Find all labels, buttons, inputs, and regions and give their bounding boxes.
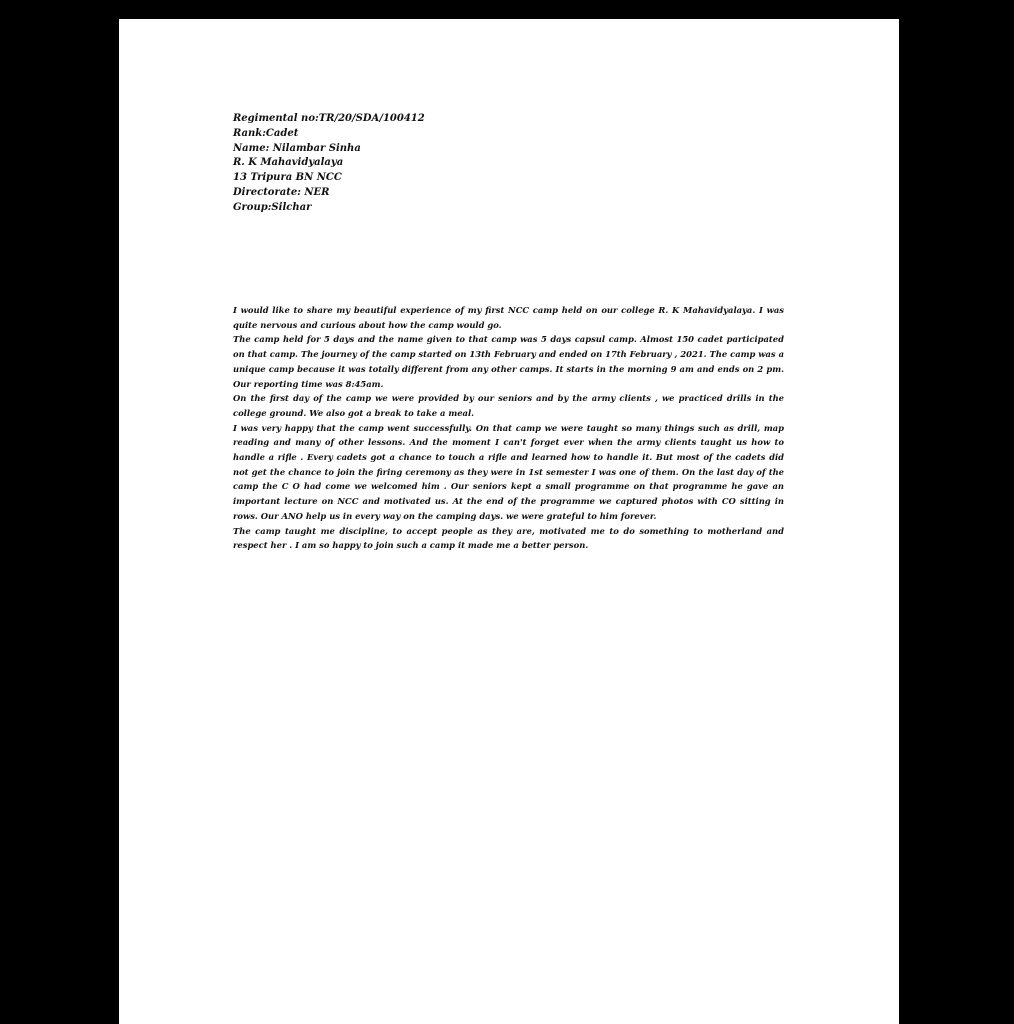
- rank: Rank:Cadet: [233, 127, 299, 139]
- cadet-details: [233, 112, 425, 216]
- document-page: [119, 19, 899, 1024]
- cadet-name: Name: Nilambar Sinha: [233, 142, 361, 154]
- college-name: R. K Mahavidyalaya: [233, 157, 344, 169]
- regimental-number: Regimental no:TR/20/SDA/100412: [233, 113, 425, 124]
- paragraph-intro: I would like to share my beautiful experience of my first NCC camp held on our college R. K Mahavidyalaya. I was quite nervous and curious about how the camp would go.: [233, 305, 784, 330]
- paragraph-lessons: I was very happy that the camp went successfully. On that camp we were taught so many things such as drill, map reading and many of other lessons. And the moment I can't forget ever when the army clients taught us how to handle a rifle . Every cadets got a chance to touch a rifle and learned how to handle it. But most of the cadets did not get the chance to join the firing ceremony as they were in 1st semester I was one of them. On the last day of the camp the C O had come we welcomed him . Our seniors kept a small programme on that programme he gave an important lecture on NCC and motivated us. At the end of the programme we captured photos with CO sitting in rows. Our ANO help us in every way on the camping days. we were grateful to him forever.: [233, 422, 784, 521]
- paragraph-first-day: On the first day of the camp we were provided by our seniors and by the army clients , we practiced drills in the college ground. We also got a break to take a meal.: [233, 393, 784, 418]
- directorate: Directorate: NER: [233, 186, 330, 198]
- experience-text: [233, 303, 784, 553]
- battalion: 13 Tripura BN NCC: [233, 172, 342, 184]
- paragraph-camp-details: The camp held for 5 days and the name given to that camp was 5 days capsul camp. Almost 150 cadet participated on that camp. The journey of the camp started on 13th February and ended on 17th February , 2021. The camp was a unique camp because it was totally different from any other camps. It starts in the morning 9 am and ends on 2 pm. Our reporting time was 8:45am.: [233, 334, 784, 389]
- paragraph-conclusion: The camp taught me discipline, to accept people as they are, motivated me to do something to motherland and respect her . I am so happy to join such a camp it made me a better person.: [233, 525, 784, 551]
- group: Group:Silchar: [233, 201, 312, 213]
